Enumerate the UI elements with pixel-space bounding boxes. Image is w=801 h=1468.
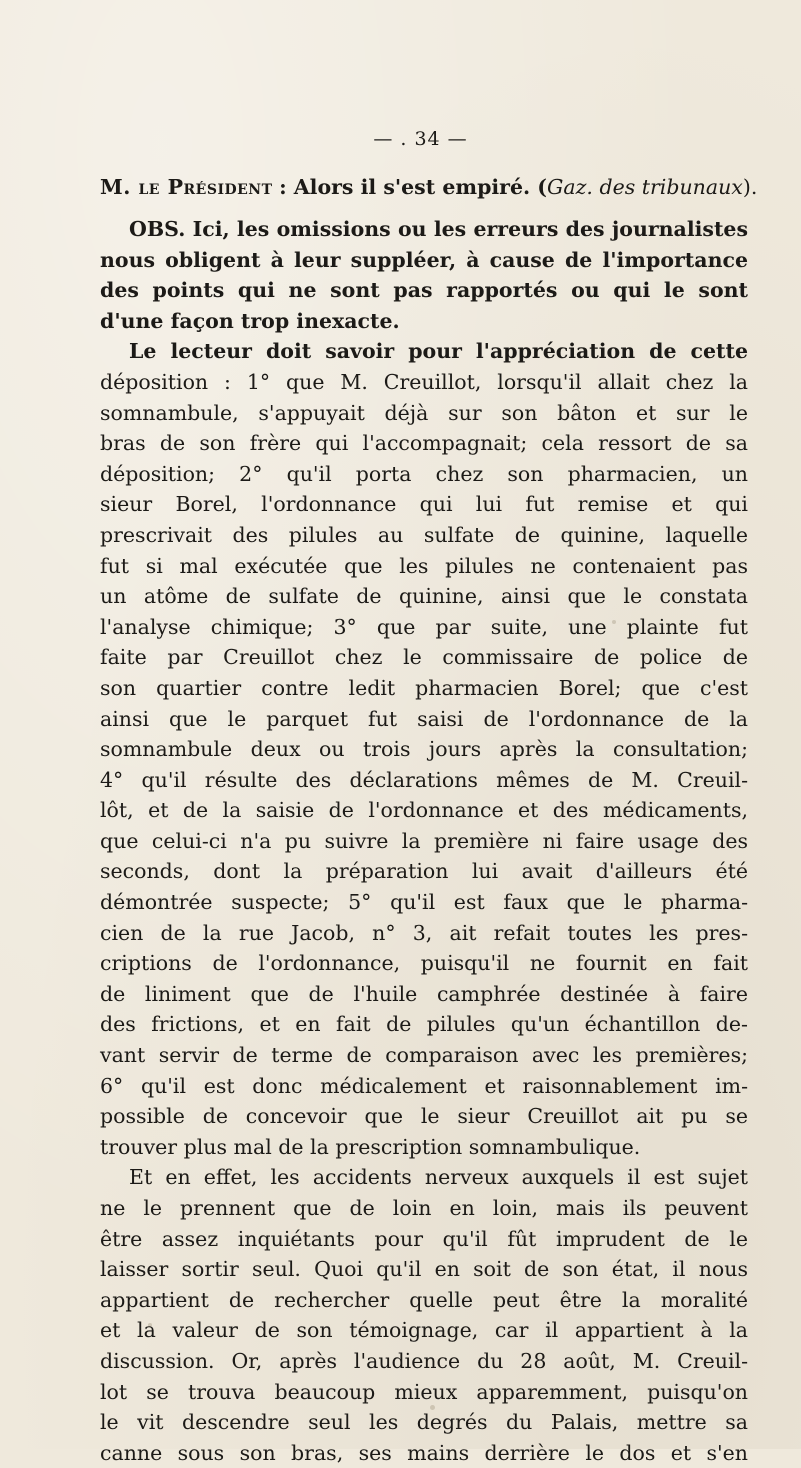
text-line: ne le prennent que de loin en loin, mais ils peuvent — [100, 1196, 748, 1220]
text-line: d'une façon trop inexacte. — [100, 308, 400, 333]
speaker-statement: : Alors il s'est empiré. ( — [279, 175, 548, 199]
text-line: un atôme de sulfate de quinine, ainsi que le constata — [100, 584, 748, 609]
text-line: trouver plus mal de la prescription somnambulique. — [100, 1134, 641, 1159]
text-line: nous obligent à leur suppléer, à cause de l'importance — [100, 247, 748, 272]
text-line: son quartier contre ledit pharmacien Borel; que c'est — [100, 675, 748, 700]
text-line: 6° qu'il est donc médicalement et raisonnablement im- — [100, 1073, 748, 1098]
text-line: sieur Borel, l'ordonnance qui lui fut remise et qui — [100, 492, 748, 517]
text-line: somnambule deux ou trois jours après la consultation; — [100, 737, 748, 762]
text-line: de liniment que de l'huile camphrée destinée à faire — [100, 981, 748, 1006]
text-line: seconds, dont la préparation lui avait d'ailleurs été — [100, 859, 748, 884]
text-line: vant servir de terme de comparaison avec les premières; — [100, 1043, 748, 1068]
text-line: ainsi que le parquet fut saisi de l'ordonnance de la — [100, 706, 748, 731]
text-line: des points qui ne sont pas rapportés ou qui le sont — [100, 278, 748, 303]
text-line: démontrée suspecte; 5° qu'il est faux que le pharma- — [100, 890, 748, 915]
text-line: être assez inquiétants pour qu'il fût imprudent de le — [100, 1226, 748, 1251]
text-line: déposition : 1° que M. Creuillot, lorsqu'il allait chez la — [100, 369, 748, 394]
text-line: criptions de l'ordonnance, puisqu'il ne fournit en fait — [100, 951, 748, 976]
speaker-name: M. le Président — [100, 175, 273, 199]
text-line: OBS. Ici, les omissions ou les erreurs des journalistes — [129, 217, 748, 241]
text-line: somnambule, s'appuyait déjà sur son bâton et sur le — [100, 400, 748, 425]
text-line: fut si mal exécutée que les pilules ne contenaient pas — [100, 553, 748, 578]
text-line: possible de concevoir que le sieur Creuillot ait pu se — [100, 1104, 748, 1129]
text-line: lot se trouva beaucoup mieux apparemment, puisqu'on — [100, 1379, 748, 1404]
text-line: bras de son frère qui l'accompagnait; cela ressort de sa — [100, 431, 748, 456]
text-line: laisser sortir seul. Quoi qu'il en soit de son état, il nous — [100, 1257, 748, 1282]
text-line: discussion. Or, après l'audience du 28 août, M. Creuil- — [100, 1348, 748, 1373]
text-line: lôt, et de la saisie de l'ordonnance et des médicaments, — [100, 798, 748, 823]
text-line: Et en effet, les accidents nerveux auxquels il est sujet — [129, 1165, 748, 1190]
source-citation: Gaz. des tribunaux — [547, 175, 743, 199]
text-line: et la valeur de son témoignage, car il appartient à la — [100, 1318, 748, 1343]
citation-close: ). — [742, 175, 758, 199]
speaker-line — [100, 170, 758, 204]
text-line: des frictions, et en fait de pilules qu'un échantillon de- — [100, 1012, 748, 1037]
body-text — [100, 214, 748, 1468]
page-number: — . 34 — — [373, 128, 468, 150]
text-line: faite par Creuillot chez le commissaire de police de — [100, 645, 748, 670]
text-line: que celui-ci n'a pu suivre la première ni faire usage des — [100, 828, 748, 853]
text-line: le vit descendre seul les degrés du Palais, mettre sa — [100, 1410, 748, 1435]
text-line: 4° qu'il résulte des déclarations mêmes de M. Creuil- — [100, 767, 748, 792]
text-line: l'analyse chimique; 3° que par suite, une plainte fut — [100, 614, 748, 639]
text-line: canne sous son bras, ses mains derrière le dos et s'en — [100, 1440, 748, 1465]
text-line: Le lecteur doit savoir pour l'appréciation de cette — [129, 339, 748, 364]
text-line: appartient de rechercher quelle peut être la moralité — [100, 1287, 748, 1312]
text-line: déposition; 2° qu'il porta chez son pharmacien, un — [100, 461, 748, 486]
text-line: cien de la rue Jacob, n° 3, ait refait toutes les pres- — [100, 920, 748, 945]
text-line: prescrivait des pilules au sulfate de quinine, laquelle — [100, 522, 748, 547]
